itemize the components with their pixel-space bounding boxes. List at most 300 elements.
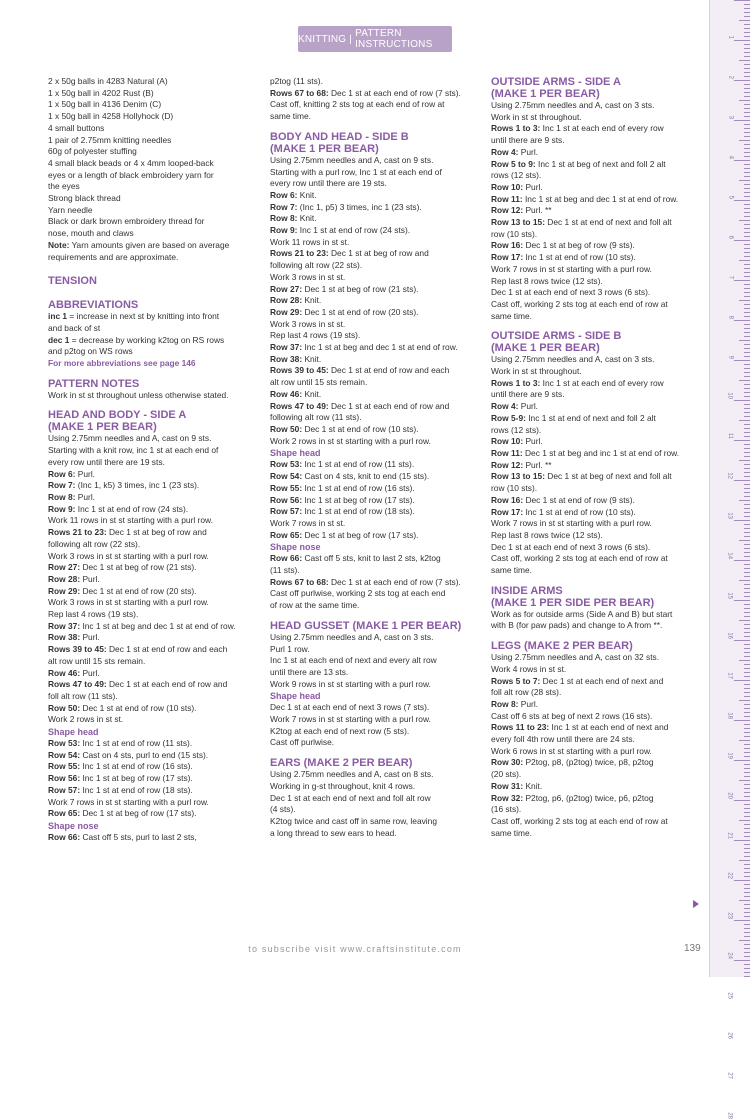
instruction-line bbox=[491, 609, 703, 621]
row-label: Row 50: bbox=[270, 423, 303, 434]
instruction-text: Purl. bbox=[518, 146, 539, 157]
ruler-tick bbox=[744, 236, 750, 237]
ruler-tick bbox=[744, 852, 750, 853]
instruction-line bbox=[491, 664, 703, 676]
instruction-text: Dec 1 st at beg of row and bbox=[106, 527, 207, 538]
instruction-line bbox=[270, 553, 482, 565]
row-label: Row 10: bbox=[491, 181, 524, 192]
ruler-tick bbox=[744, 888, 750, 889]
ruler-tick bbox=[734, 880, 750, 881]
instruction-text: alt row until 15 sts remain. bbox=[270, 377, 368, 388]
row-label: Rows 11 to 23: bbox=[491, 722, 550, 733]
ruler-tick bbox=[734, 960, 750, 961]
section-heading: (MAKE 1 PER BEAR) bbox=[48, 421, 157, 434]
ruler-tick bbox=[744, 756, 750, 757]
instruction-line bbox=[270, 495, 482, 507]
ruler-tick bbox=[734, 560, 750, 561]
ruler-tick bbox=[744, 548, 750, 549]
ruler-tick bbox=[744, 544, 750, 545]
section-heading: OUTSIDE ARMS - SIDE A bbox=[491, 76, 621, 88]
instruction-line bbox=[491, 287, 703, 299]
ruler-tick bbox=[744, 664, 750, 665]
ruler-tick bbox=[744, 232, 750, 233]
instruction-text: Dec 1 st at end of row and each bbox=[328, 365, 450, 376]
instruction-line bbox=[270, 483, 482, 495]
instruction-text: Dec 1 st at beg of row and bbox=[328, 248, 429, 259]
instruction-text: Work in st st throughout. bbox=[491, 366, 582, 377]
instruction-text: the eyes bbox=[48, 181, 80, 192]
ruler-tick bbox=[744, 152, 750, 153]
instruction-text: Work 9 rows in st st starting with a purl row. bbox=[270, 678, 431, 689]
instruction-line bbox=[491, 366, 703, 378]
ruler-tick bbox=[744, 728, 750, 729]
instruction-line bbox=[48, 252, 260, 264]
instruction-line bbox=[491, 217, 703, 229]
ruler-tick bbox=[744, 324, 750, 325]
subsection-heading: Shape head bbox=[270, 448, 321, 459]
ruler-tick bbox=[744, 116, 750, 117]
continue-arrow-icon bbox=[693, 900, 699, 908]
instruction-text: Purl. bbox=[75, 468, 96, 479]
row-label: Note: bbox=[48, 239, 70, 250]
ruler-tick bbox=[739, 820, 750, 821]
instruction-line bbox=[48, 216, 260, 228]
instruction-text: Work 3 rows in st st. bbox=[270, 318, 346, 329]
row-label: Row 55: bbox=[48, 761, 81, 772]
instruction-text: Work 7 rows in st st starting with a purl row. bbox=[270, 714, 431, 725]
instruction-text: Dec 1 st at each end of row and bbox=[328, 400, 450, 411]
instruction-text: Work as for outside arms (Side A and B) but start bbox=[491, 608, 673, 619]
instruction-line bbox=[48, 469, 260, 481]
instruction-line bbox=[491, 194, 703, 206]
row-label: Row 29: bbox=[270, 306, 303, 317]
spacer bbox=[491, 577, 703, 585]
ruler-tick bbox=[744, 84, 750, 85]
section-heading: (MAKE 1 PER SIDE PER BEAR) bbox=[491, 596, 655, 609]
instruction-text: Knit. bbox=[302, 353, 322, 364]
ruler-tick bbox=[744, 504, 750, 505]
abbreviations-page-link: For more abbreviations see page 146 bbox=[48, 358, 196, 369]
ruler-number: 6 bbox=[727, 235, 733, 239]
ruler-tick bbox=[744, 492, 750, 493]
ruler-tick bbox=[744, 56, 750, 57]
ruler-tick bbox=[744, 24, 750, 25]
instruction-text: Work 11 rows in st st starting with a purl row. bbox=[48, 515, 213, 526]
ruler-tick bbox=[744, 944, 750, 945]
instruction-text: Cast on 4 sts, purl to end (15 sts). bbox=[80, 749, 209, 760]
ruler-tick bbox=[744, 204, 750, 205]
row-label: Row 30: bbox=[491, 757, 524, 768]
ruler-tick bbox=[744, 784, 750, 785]
row-label: Row 16: bbox=[491, 494, 524, 505]
ruler-tick bbox=[744, 764, 750, 765]
instruction-line bbox=[48, 346, 260, 358]
subsection-heading: Shape head bbox=[48, 727, 99, 738]
instruction-text: Work 3 rows in st st. bbox=[270, 271, 346, 282]
instruction-text: Inc 1 st at beg and dec 1 st at end of row. bbox=[80, 620, 236, 631]
instruction-text: Work 3 rows in st st starting with a purl row. bbox=[48, 597, 209, 608]
instruction-line bbox=[270, 506, 482, 518]
instruction-line bbox=[270, 424, 482, 436]
ruler-number: 11 bbox=[727, 432, 733, 439]
instruction-text: Inc 1 st at each end of next and bbox=[549, 722, 669, 733]
ruler-tick bbox=[744, 404, 750, 405]
instruction-line bbox=[270, 213, 482, 225]
instruction-text: Inc 1 st at beg of next and foll 2 alt bbox=[535, 158, 666, 169]
section-heading: OUTSIDE ARMS - SIDE B bbox=[491, 330, 622, 343]
instruction-text: Purl. bbox=[518, 698, 539, 709]
spacer bbox=[48, 370, 260, 378]
instruction-line bbox=[270, 76, 482, 88]
ruler-tick bbox=[744, 384, 750, 385]
ruler-number: 1 bbox=[727, 35, 733, 39]
instruction-text: Dec 1 st at beg of row (17 sts). bbox=[302, 529, 419, 540]
ruler-tick bbox=[744, 788, 750, 789]
row-label: Row 66: bbox=[270, 553, 303, 564]
ruler-tick bbox=[744, 832, 750, 833]
instruction-text: Dec 1 st at each end of row (7 sts). bbox=[328, 87, 461, 98]
ruler-tick bbox=[744, 804, 750, 805]
instruction-line bbox=[270, 828, 482, 840]
row-label: Row 5 to 9: bbox=[491, 158, 536, 169]
instruction-text: Work 6 rows in st st starting with a purl row. bbox=[491, 745, 652, 756]
row-label: Row 56: bbox=[270, 494, 303, 505]
instruction-line bbox=[491, 378, 703, 390]
instruction-text: 4 small buttons bbox=[48, 122, 105, 133]
instruction-line bbox=[48, 323, 260, 335]
ruler-tick bbox=[744, 684, 750, 685]
instruction-text: same time. bbox=[270, 111, 311, 122]
row-label: Row 16: bbox=[491, 240, 524, 251]
ruler-tick bbox=[744, 484, 750, 485]
instruction-text: Cast off purlwise, working 2 sts tog at each end bbox=[270, 588, 446, 599]
ruler-tick bbox=[734, 160, 750, 161]
ruler-tick bbox=[744, 672, 750, 673]
subscribe-footer: to subscribe visit www.craftsinstitute.com bbox=[248, 944, 462, 954]
instruction-line bbox=[48, 515, 260, 527]
row-label: Row 17: bbox=[491, 252, 524, 263]
ruler-tick bbox=[744, 256, 750, 257]
instruction-line bbox=[48, 574, 260, 586]
ruler-number: 5 bbox=[727, 195, 733, 199]
ruler-tick bbox=[744, 904, 750, 905]
row-label: Row 9: bbox=[270, 225, 298, 236]
instruction-line bbox=[48, 76, 260, 88]
instruction-line bbox=[270, 412, 482, 424]
instruction-line bbox=[48, 527, 260, 539]
ruler-tick bbox=[744, 36, 750, 37]
instruction-line bbox=[491, 553, 703, 565]
instruction-text: Dec 1 st at each end of row (7 sts). bbox=[328, 576, 461, 587]
instruction-text: Cast off 5 sts, purl to last 2 sts, bbox=[80, 831, 197, 842]
instruction-line bbox=[491, 471, 703, 483]
header-section: PATTERN INSTRUCTIONS bbox=[355, 28, 433, 50]
instruction-line bbox=[491, 159, 703, 171]
instruction-text: Inc 1 st at end of row (10 sts). bbox=[523, 252, 636, 263]
ruler-tick bbox=[744, 624, 750, 625]
ruler-number: 4 bbox=[727, 155, 733, 159]
instruction-text: Purl. bbox=[80, 667, 100, 678]
instruction-text: P2tog, p6, (p2tog) twice, p6, p2tog bbox=[523, 792, 654, 803]
ruler-tick bbox=[744, 612, 750, 613]
instruction-line bbox=[491, 699, 703, 711]
ruler-tick bbox=[744, 844, 750, 845]
instruction-line bbox=[48, 205, 260, 217]
ruler-tick bbox=[739, 740, 750, 741]
instruction-line bbox=[48, 656, 260, 668]
row-label: Rows 21 to 23: bbox=[48, 527, 107, 538]
instruction-text: Starting with a knit row, inc 1 st at each end of bbox=[48, 445, 219, 456]
ruler-tick bbox=[744, 132, 750, 133]
instruction-line bbox=[270, 88, 482, 100]
instruction-line bbox=[270, 365, 482, 377]
instruction-line bbox=[270, 632, 482, 644]
instruction-line bbox=[48, 539, 260, 551]
instruction-line bbox=[270, 644, 482, 656]
row-label: Row 53: bbox=[270, 459, 303, 470]
instruction-line bbox=[270, 793, 482, 805]
ruler-number: 10 bbox=[727, 392, 733, 399]
ruler-tick bbox=[744, 868, 750, 869]
instruction-text: Cast off, working 2 sts tog at each end of row at bbox=[491, 815, 668, 826]
instruction-line bbox=[270, 155, 482, 167]
instruction-line bbox=[270, 272, 482, 284]
instruction-line bbox=[270, 389, 482, 401]
instruction-text: Dec 1 st at beg and inc 1 st at end of row. bbox=[522, 447, 680, 458]
ruler-tick bbox=[734, 840, 750, 841]
instruction-line bbox=[48, 832, 260, 844]
column-side-b-gusset-ears bbox=[270, 76, 482, 839]
instruction-text: a long thread to sew ears to head. bbox=[270, 827, 397, 838]
ruler-tick bbox=[744, 772, 750, 773]
ruler-tick bbox=[744, 696, 750, 697]
ruler-tick bbox=[744, 936, 750, 937]
ruler-number: 13 bbox=[727, 512, 733, 519]
section-heading: EARS (MAKE 2 PER BEAR) bbox=[270, 757, 413, 770]
ruler-tick bbox=[744, 108, 750, 109]
instruction-text: row (10 sts). bbox=[491, 483, 538, 494]
instruction-line bbox=[48, 504, 260, 516]
row-label: Row 9: bbox=[48, 503, 76, 514]
row-label: Row 28: bbox=[48, 573, 81, 584]
instruction-text: Using 2.75mm needles and A, cast on 3 sts. bbox=[270, 631, 434, 642]
ruler-tick bbox=[734, 0, 750, 1]
instruction-text: foll alt row (28 sts). bbox=[491, 687, 562, 698]
row-label: Row 28: bbox=[270, 295, 303, 306]
instruction-text: Knit. bbox=[297, 213, 317, 224]
instruction-line bbox=[48, 773, 260, 785]
ruler-tick bbox=[744, 12, 750, 13]
instruction-text: Knit. bbox=[297, 189, 317, 200]
instruction-text: Dec 1 st at beg of next and foll alt bbox=[544, 471, 672, 482]
instruction-line bbox=[491, 389, 703, 401]
instruction-text: Work 7 rows in st st. bbox=[270, 517, 346, 528]
ruler-tick bbox=[734, 200, 750, 201]
row-label: Row 4: bbox=[491, 146, 519, 157]
row-label: Row 46: bbox=[270, 388, 303, 399]
instruction-line bbox=[491, 620, 703, 632]
ruler-tick bbox=[744, 416, 750, 417]
instruction-text: (Inc 1, k5) 3 times, inc 1 (23 sts). bbox=[75, 480, 200, 491]
ruler-tick bbox=[744, 144, 750, 145]
instruction-line bbox=[491, 460, 703, 472]
ruler-tick bbox=[744, 908, 750, 909]
instruction-text: following alt row (22 sts). bbox=[270, 260, 363, 271]
ruler-tick bbox=[744, 104, 750, 105]
instruction-text: Inc 1 st at beg of row (17 sts). bbox=[80, 773, 193, 784]
instruction-text: every row until there are 19 sts. bbox=[270, 178, 387, 189]
instruction-line bbox=[491, 401, 703, 413]
ruler-tick bbox=[734, 640, 750, 641]
row-label: Row 4: bbox=[491, 401, 519, 412]
instruction-line bbox=[48, 390, 260, 402]
ruler-tick bbox=[744, 88, 750, 89]
instruction-text: Using 2.75mm needles and A, cast on 9 sts. bbox=[48, 433, 212, 444]
instruction-text: Purl. ** bbox=[523, 459, 552, 470]
ruler-tick bbox=[744, 16, 750, 17]
instruction-line bbox=[270, 781, 482, 793]
header-category: KNITTING bbox=[298, 33, 347, 45]
ruler-tick bbox=[744, 376, 750, 377]
ruler-number: 8 bbox=[727, 315, 733, 319]
ruler-tick bbox=[739, 620, 750, 621]
instruction-line bbox=[48, 703, 260, 715]
ruler-tick bbox=[744, 596, 750, 597]
subsection-heading: Shape nose bbox=[48, 820, 99, 831]
instruction-line bbox=[491, 100, 703, 112]
instruction-text: Rep last 4 rows (19 sts). bbox=[48, 609, 139, 620]
ruler-tick bbox=[744, 448, 750, 449]
ruler-tick bbox=[744, 408, 750, 409]
instruction-text: Dec 1 st at end of row (20 sts). bbox=[302, 306, 419, 317]
instruction-text: Purl. bbox=[80, 573, 100, 584]
instruction-line bbox=[491, 170, 703, 182]
ruler-tick bbox=[739, 540, 750, 541]
row-label: Row 13 to 15: bbox=[491, 217, 545, 228]
ruler-tick bbox=[734, 320, 750, 321]
section-heading: (MAKE 1 PER BEAR) bbox=[491, 88, 600, 100]
instruction-line bbox=[491, 734, 703, 746]
instruction-text: Knit. bbox=[302, 295, 322, 306]
instruction-text: Work 7 rows in st st starting with a purl row. bbox=[48, 796, 209, 807]
ruler-tick bbox=[744, 616, 750, 617]
ruler-tick bbox=[744, 572, 750, 573]
ruler-tick bbox=[744, 636, 750, 637]
instruction-text: Dec 1 st at beg of row (17 sts). bbox=[80, 808, 197, 819]
ruler-number: 26 bbox=[727, 1032, 733, 1039]
ruler-tick bbox=[744, 892, 750, 893]
instruction-line bbox=[491, 687, 703, 699]
instruction-line bbox=[48, 135, 260, 147]
ruler-tick bbox=[734, 720, 750, 721]
row-label: Row 54: bbox=[48, 749, 81, 760]
instruction-line bbox=[48, 240, 260, 252]
row-label: Row 37: bbox=[270, 342, 303, 353]
row-label: Rows 21 to 23: bbox=[270, 248, 329, 259]
instruction-line bbox=[491, 711, 703, 723]
instruction-text: of row at the same time. bbox=[270, 600, 360, 611]
instruction-text: same time. bbox=[491, 827, 532, 838]
ruler-number: 25 bbox=[727, 992, 733, 999]
ruler-tick bbox=[744, 488, 750, 489]
ruler-tick bbox=[744, 32, 750, 33]
instruction-line bbox=[270, 225, 482, 237]
ruler-tick bbox=[744, 916, 750, 917]
ruler-tick bbox=[739, 660, 750, 661]
instruction-line bbox=[48, 808, 260, 820]
ruler-tick bbox=[744, 96, 750, 97]
ruler-number: 9 bbox=[727, 355, 733, 359]
instruction-line bbox=[491, 264, 703, 276]
instruction-text: Inc 1 st at each end of every row bbox=[540, 377, 664, 388]
ruler-tick bbox=[739, 260, 750, 261]
ruler-tick bbox=[744, 668, 750, 669]
row-label: Row 7: bbox=[48, 480, 76, 491]
header-separator: | bbox=[349, 33, 353, 45]
instruction-line bbox=[48, 88, 260, 100]
ruler-number: 19 bbox=[727, 752, 733, 759]
row-label: Row 57: bbox=[48, 784, 81, 795]
ruler-tick bbox=[744, 816, 750, 817]
ruler-tick bbox=[744, 328, 750, 329]
instruction-text: Dec 1 st at beg of row (9 sts). bbox=[523, 240, 635, 251]
row-label: Row 65: bbox=[48, 808, 81, 819]
ruler-tick bbox=[744, 632, 750, 633]
ruler-tick bbox=[739, 220, 750, 221]
ruler-tick bbox=[739, 420, 750, 421]
instruction-line bbox=[491, 436, 703, 448]
ruler-tick bbox=[744, 896, 750, 897]
row-label: Row 55: bbox=[270, 482, 303, 493]
instruction-line bbox=[48, 738, 260, 750]
instruction-text: Work 4 rows in st st. bbox=[491, 663, 567, 674]
ruler-tick bbox=[744, 876, 750, 877]
ruler-tick bbox=[739, 900, 750, 901]
instruction-text: Work 7 rows in st st starting with a purl row. bbox=[491, 518, 652, 529]
instruction-text: p2tog (11 sts). bbox=[270, 76, 323, 86]
row-label: Rows 47 to 49: bbox=[48, 679, 107, 690]
ruler-tick bbox=[744, 628, 750, 629]
ruler-tick bbox=[744, 528, 750, 529]
ruler-tick bbox=[744, 516, 750, 517]
instruction-text: 60g of polyester stuffing bbox=[48, 146, 137, 157]
instruction-line bbox=[270, 600, 482, 612]
instruction-line bbox=[48, 335, 260, 347]
page-number: 139 bbox=[684, 943, 701, 954]
row-label: inc 1 bbox=[48, 311, 68, 322]
instruction-line bbox=[491, 229, 703, 241]
instruction-text: = decrease by working k2tog on RS rows bbox=[69, 334, 225, 345]
instruction-text: Inc 1 st at beg and dec 1 st at end of row. bbox=[522, 193, 679, 204]
ruler-tick bbox=[744, 428, 750, 429]
ruler-tick bbox=[744, 608, 750, 609]
instruction-text: rows (12 sts). bbox=[491, 170, 542, 181]
instruction-text: Cast off, working 2 sts tog at each end of row at bbox=[491, 553, 668, 564]
ruler-tick bbox=[734, 760, 750, 761]
instruction-line bbox=[48, 146, 260, 158]
instruction-text: Dec 1 st at end of row (10 sts). bbox=[302, 423, 419, 434]
ruler-tick bbox=[739, 460, 750, 461]
ruler-tick bbox=[739, 300, 750, 301]
spacer bbox=[48, 287, 260, 299]
instruction-line bbox=[491, 252, 703, 264]
ruler-tick bbox=[744, 452, 750, 453]
section-heading: INSIDE ARMS bbox=[491, 584, 563, 597]
instruction-line bbox=[270, 295, 482, 307]
ruler-number: 16 bbox=[727, 632, 733, 639]
instruction-line bbox=[270, 714, 482, 726]
instruction-line bbox=[270, 354, 482, 366]
